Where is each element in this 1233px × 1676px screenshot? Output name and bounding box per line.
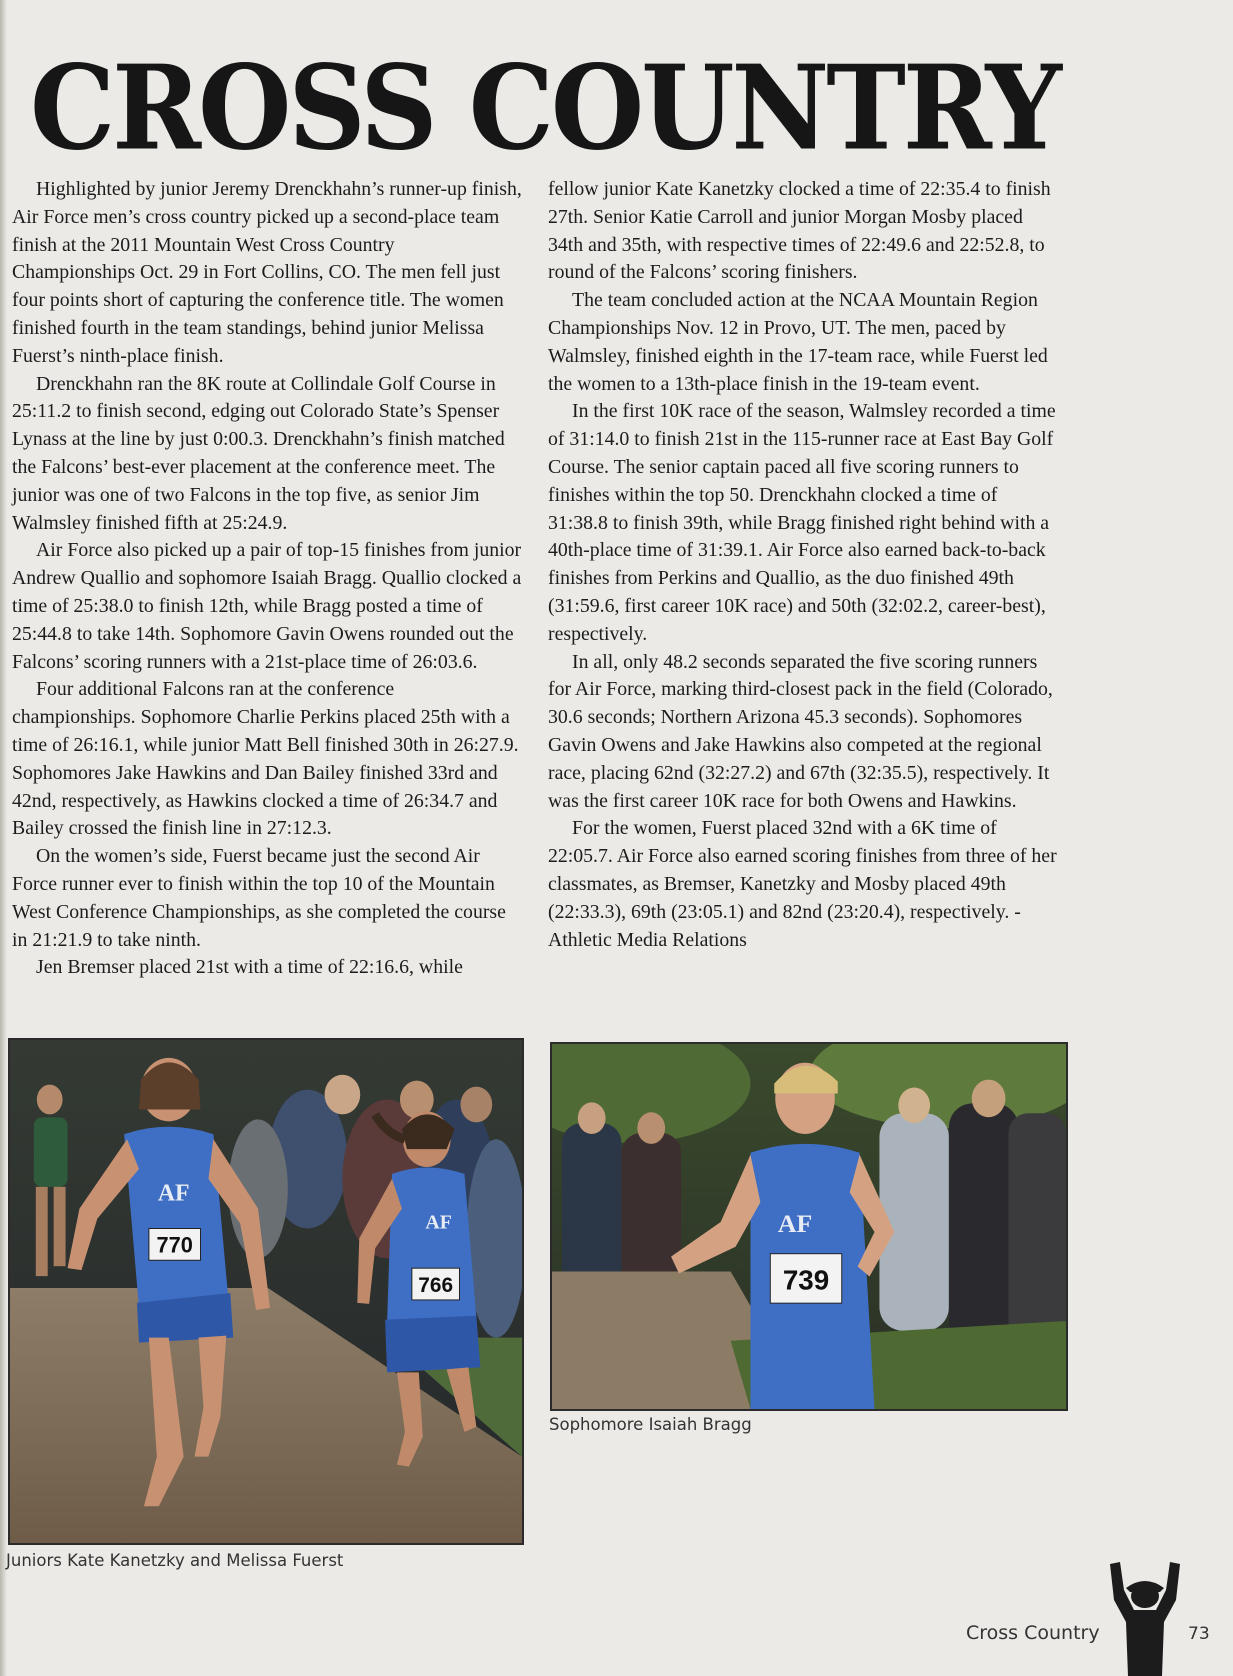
bib-number: 770	[156, 1232, 193, 1258]
footer-section-label: Cross Country	[966, 1622, 1100, 1644]
jersey-logo: AF	[157, 1180, 190, 1207]
bib-number: 766	[418, 1273, 454, 1297]
bib-number: 739	[782, 1264, 830, 1296]
photo-caption-right: Sophomore Isaiah Bragg	[549, 1415, 752, 1434]
paragraph: In all, only 48.2 seconds separated the five scoring runners for Air Force, marking third-closest pack in the field (Colorado, 30.6 seconds; Northern Arizona 45.3 seconds). Sophomores Gavin Owens and Jake Hawkins also competed at the regional race, placing 62nd (32:27.2) and 67th (32:35.5), respectively. It was the first career 10K race for both Owens and Hawkins.	[548, 650, 1053, 812]
paragraph: For the women, Fuerst placed 32nd with a 6K time of 22:05.7. Air Force also earned scoring finishes from three of her classmates, as Bremser, Kanetzky and Mosby placed 49th (22:33.3), 69th (23:05.1) and 82nd (23:20.4), respectively. - Athletic Media Relations	[548, 817, 1057, 951]
page-number: 73	[1188, 1624, 1210, 1644]
paragraph: In the first 10K race of the season, Walmsley recorded a time of 31:14.0 to finish 21st in the 115-runner race at East Bay Golf Course. The senior captain paced all five scoring runners to finishes within the top 50. Drenckhahn clocked a time of 31:38.8 to finish 39th, while Bragg finished right behind with a 40th-place time of 31:39.1. Air Force also earned back-to-back finishes from Perkins and Quallio, as the duo finished 49th (31:59.6, first career 10K race) and 50th (32:02.2, career-best), respectively.	[548, 400, 1056, 645]
photo-women-runners	[8, 1038, 524, 1545]
paragraph-continued: fellow junior Kate Kanetzky clocked a time of 22:35.4 to finish 27th. Senior Katie Carroll and junior Morgan Mosby placed 34th and 35th, with respective times of 22:49.6 and 22:52.8, to round of the Falcons’ scoring finishers.	[548, 178, 1051, 284]
photo-caption-left: Juniors Kate Kanetzky and Melissa Fuerst	[6, 1551, 344, 1570]
photo-women-runners-image	[10, 1040, 522, 1543]
article-column-right	[548, 176, 1058, 954]
article-column-left	[12, 176, 522, 982]
page-spine-shadow	[0, 0, 7, 1676]
paragraph: Four additional Falcons ran at the conference championships. Sophomore Charlie Perkins placed 25th with a time of 26:16.1, while junior Matt Bell finished 30th in 26:27.9. Sophomores Jake Hawkins and Dan Bailey finished 33rd and 42nd, respectively, as Hawkins clocked a time of 26:34.7 and Bailey crossed the finish line in 27:12.3.	[12, 678, 519, 840]
page-title: CROSS COUNTRY	[30, 38, 1059, 177]
paragraph: The team concluded action at the NCAA Mountain Region Championships Nov. 12 in Provo, UT. The men, paced by Walmsley, finished eighth in the 17-team race, while Fuerst led the women to a 13th-place finish in the 19-team event.	[548, 289, 1048, 395]
paragraph: Air Force also picked up a pair of top-15 finishes from junior Andrew Quallio and sophomore Isaiah Bragg. Quallio clocked a time of 25:38.0 to finish 12th, while Bragg posted a time of 25:44.8 to take 14th. Sophomore Gavin Owens rounded out the Falcons’ scoring runners with a 21st-place time of 26:03.6.	[12, 539, 522, 673]
jersey-logo: AF	[425, 1211, 452, 1234]
jersey-logo: AF	[777, 1208, 813, 1238]
falcon-cadet-silhouette-icon	[1090, 1556, 1200, 1676]
paragraph: Highlighted by junior Jeremy Drenckhahn’s runner-up finish, Air Force men’s cross country picked up a second-place team finish at the 2011 Mountain West Cross Country Championships Oct. 29 in Fort Collins, CO. The men fell just four points short of capturing the conference title. The women finished fourth in the team standings, behind junior Melissa Fuerst’s ninth-place finish.	[12, 178, 522, 367]
paragraph: Drenckhahn ran the 8K route at Collindale Golf Course in 25:11.2 to finish second, edging out Colorado State’s Spenser Lynass at the line by just 0:00.3. Drenckhahn’s finish matched the Falcons’ best-ever placement at the conference meet. The junior was one of two Falcons in the top five, as senior Jim Walmsley finished fifth at 25:24.9.	[12, 372, 505, 534]
paragraph: Jen Bremser placed 21st with a time of 22:16.6, while	[36, 956, 463, 979]
photo-male-runner-image	[552, 1044, 1066, 1409]
photo-male-runner	[550, 1042, 1068, 1411]
paragraph: On the women’s side, Fuerst became just the second Air Force runner ever to finish within the top 10 of the Mountain West Conference Championships, as she completed the course in 21:21.9 to take ninth.	[12, 845, 506, 951]
